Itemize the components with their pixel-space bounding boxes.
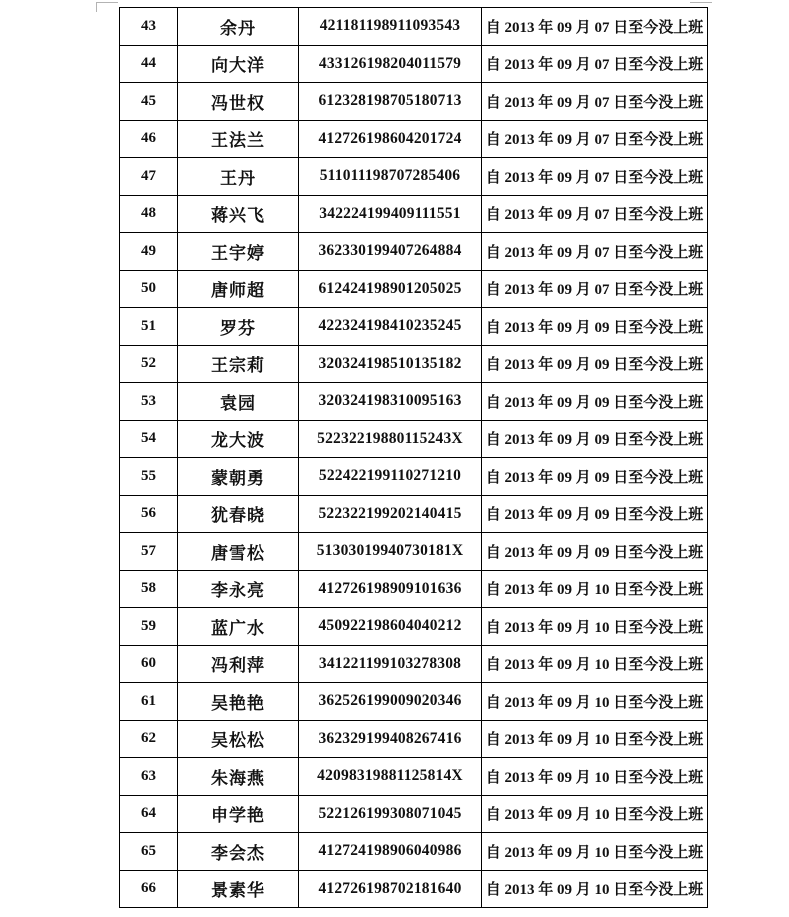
id-number-cell: 511011198707285406 bbox=[299, 158, 482, 196]
name-cell: 吴艳艳 bbox=[178, 683, 299, 721]
row-number-cell: 66 bbox=[120, 870, 178, 908]
row-number-cell: 61 bbox=[120, 683, 178, 721]
status-cell: 自 2013 年 09 月 07 日至今没上班 bbox=[482, 270, 708, 308]
row-number-cell: 65 bbox=[120, 833, 178, 871]
row-number-cell: 51 bbox=[120, 308, 178, 346]
row-number-cell: 43 bbox=[120, 8, 178, 46]
table-row bbox=[120, 345, 708, 383]
row-number-cell: 63 bbox=[120, 758, 178, 796]
status-cell: 自 2013 年 09 月 09 日至今没上班 bbox=[482, 458, 708, 496]
id-number-cell: 362330199407264884 bbox=[299, 233, 482, 271]
table-row bbox=[120, 8, 708, 46]
row-number-cell: 64 bbox=[120, 795, 178, 833]
table-row bbox=[120, 758, 708, 796]
name-cell: 罗芬 bbox=[178, 308, 299, 346]
table-row bbox=[120, 608, 708, 646]
name-cell: 向大洋 bbox=[178, 45, 299, 83]
table-row bbox=[120, 533, 708, 571]
table-row bbox=[120, 570, 708, 608]
table-row bbox=[120, 195, 708, 233]
id-number-cell: 612424198901205025 bbox=[299, 270, 482, 308]
row-number-cell: 52 bbox=[120, 345, 178, 383]
row-number-cell: 59 bbox=[120, 608, 178, 646]
name-cell: 申学艳 bbox=[178, 795, 299, 833]
row-number-cell: 60 bbox=[120, 645, 178, 683]
table-row bbox=[120, 645, 708, 683]
table-row bbox=[120, 683, 708, 721]
id-number-cell: 412726198702181640 bbox=[299, 870, 482, 908]
table-row bbox=[120, 458, 708, 496]
table-row bbox=[120, 83, 708, 121]
row-number-cell: 47 bbox=[120, 158, 178, 196]
name-cell: 龙大波 bbox=[178, 420, 299, 458]
name-cell: 唐师超 bbox=[178, 270, 299, 308]
name-cell: 蒋兴飞 bbox=[178, 195, 299, 233]
status-cell: 自 2013 年 09 月 10 日至今没上班 bbox=[482, 645, 708, 683]
id-number-cell: 450922198604040212 bbox=[299, 608, 482, 646]
name-cell: 李会杰 bbox=[178, 833, 299, 871]
status-cell: 自 2013 年 09 月 10 日至今没上班 bbox=[482, 795, 708, 833]
name-cell: 李永亮 bbox=[178, 570, 299, 608]
id-number-cell: 341221199103278308 bbox=[299, 645, 482, 683]
id-number-cell: 412726198604201724 bbox=[299, 120, 482, 158]
id-number-cell: 522322199202140415 bbox=[299, 495, 482, 533]
name-cell: 犹春晓 bbox=[178, 495, 299, 533]
table-row bbox=[120, 795, 708, 833]
absence-record-table bbox=[119, 7, 708, 908]
name-cell: 王丹 bbox=[178, 158, 299, 196]
status-cell: 自 2013 年 09 月 07 日至今没上班 bbox=[482, 83, 708, 121]
id-number-cell: 412724198906040986 bbox=[299, 833, 482, 871]
name-cell: 冯利萍 bbox=[178, 645, 299, 683]
row-number-cell: 53 bbox=[120, 383, 178, 421]
status-cell: 自 2013 年 09 月 10 日至今没上班 bbox=[482, 683, 708, 721]
status-cell: 自 2013 年 09 月 10 日至今没上班 bbox=[482, 720, 708, 758]
name-cell: 王法兰 bbox=[178, 120, 299, 158]
table-row bbox=[120, 308, 708, 346]
id-number-cell: 362526199009020346 bbox=[299, 683, 482, 721]
name-cell: 王宇婷 bbox=[178, 233, 299, 271]
row-number-cell: 57 bbox=[120, 533, 178, 571]
status-cell: 自 2013 年 09 月 09 日至今没上班 bbox=[482, 533, 708, 571]
status-cell: 自 2013 年 09 月 10 日至今没上班 bbox=[482, 833, 708, 871]
id-number-cell: 522422199110271210 bbox=[299, 458, 482, 496]
status-cell: 自 2013 年 09 月 07 日至今没上班 bbox=[482, 158, 708, 196]
table-row bbox=[120, 870, 708, 908]
status-cell: 自 2013 年 09 月 09 日至今没上班 bbox=[482, 383, 708, 421]
id-number-cell: 320324198310095163 bbox=[299, 383, 482, 421]
id-number-cell: 51303019940730181X bbox=[299, 533, 482, 571]
status-cell: 自 2013 年 09 月 10 日至今没上班 bbox=[482, 608, 708, 646]
id-number-cell: 42098319881125814X bbox=[299, 758, 482, 796]
table-row bbox=[120, 45, 708, 83]
row-number-cell: 45 bbox=[120, 83, 178, 121]
row-number-cell: 50 bbox=[120, 270, 178, 308]
status-cell: 自 2013 年 09 月 07 日至今没上班 bbox=[482, 45, 708, 83]
id-number-cell: 522126199308071045 bbox=[299, 795, 482, 833]
table-row bbox=[120, 495, 708, 533]
margin-mark-top-left-horizontal bbox=[96, 2, 118, 3]
table-row bbox=[120, 833, 708, 871]
row-number-cell: 58 bbox=[120, 570, 178, 608]
table-row bbox=[120, 720, 708, 758]
id-number-cell: 412726198909101636 bbox=[299, 570, 482, 608]
status-cell: 自 2013 年 09 月 07 日至今没上班 bbox=[482, 8, 708, 46]
table-row bbox=[120, 383, 708, 421]
id-number-cell: 612328198705180713 bbox=[299, 83, 482, 121]
status-cell: 自 2013 年 09 月 07 日至今没上班 bbox=[482, 233, 708, 271]
row-number-cell: 48 bbox=[120, 195, 178, 233]
row-number-cell: 46 bbox=[120, 120, 178, 158]
status-cell: 自 2013 年 09 月 10 日至今没上班 bbox=[482, 570, 708, 608]
name-cell: 朱海燕 bbox=[178, 758, 299, 796]
margin-mark-top-right-horizontal bbox=[690, 2, 712, 3]
id-number-cell: 433126198204011579 bbox=[299, 45, 482, 83]
name-cell: 蒙朝勇 bbox=[178, 458, 299, 496]
name-cell: 吴松松 bbox=[178, 720, 299, 758]
id-number-cell: 422324198410235245 bbox=[299, 308, 482, 346]
id-number-cell: 342224199409111551 bbox=[299, 195, 482, 233]
status-cell: 自 2013 年 09 月 07 日至今没上班 bbox=[482, 195, 708, 233]
margin-mark-top-left-vertical bbox=[96, 2, 97, 12]
id-number-cell: 362329199408267416 bbox=[299, 720, 482, 758]
row-number-cell: 44 bbox=[120, 45, 178, 83]
attendance-table-body bbox=[120, 8, 708, 908]
id-number-cell: 52232219880115243X bbox=[299, 420, 482, 458]
table-row bbox=[120, 233, 708, 271]
id-number-cell: 421181198911093543 bbox=[299, 8, 482, 46]
name-cell: 冯世权 bbox=[178, 83, 299, 121]
table-row bbox=[120, 420, 708, 458]
table-row bbox=[120, 270, 708, 308]
status-cell: 自 2013 年 09 月 07 日至今没上班 bbox=[482, 120, 708, 158]
name-cell: 王宗莉 bbox=[178, 345, 299, 383]
row-number-cell: 56 bbox=[120, 495, 178, 533]
status-cell: 自 2013 年 09 月 09 日至今没上班 bbox=[482, 420, 708, 458]
status-cell: 自 2013 年 09 月 10 日至今没上班 bbox=[482, 870, 708, 908]
status-cell: 自 2013 年 09 月 09 日至今没上班 bbox=[482, 495, 708, 533]
status-cell: 自 2013 年 09 月 09 日至今没上班 bbox=[482, 345, 708, 383]
name-cell: 袁园 bbox=[178, 383, 299, 421]
table-row bbox=[120, 120, 708, 158]
table-row bbox=[120, 158, 708, 196]
status-cell: 自 2013 年 09 月 10 日至今没上班 bbox=[482, 758, 708, 796]
id-number-cell: 320324198510135182 bbox=[299, 345, 482, 383]
row-number-cell: 49 bbox=[120, 233, 178, 271]
name-cell: 唐雪松 bbox=[178, 533, 299, 571]
row-number-cell: 54 bbox=[120, 420, 178, 458]
status-cell: 自 2013 年 09 月 09 日至今没上班 bbox=[482, 308, 708, 346]
name-cell: 余丹 bbox=[178, 8, 299, 46]
row-number-cell: 55 bbox=[120, 458, 178, 496]
name-cell: 蓝广水 bbox=[178, 608, 299, 646]
name-cell: 景素华 bbox=[178, 870, 299, 908]
row-number-cell: 62 bbox=[120, 720, 178, 758]
